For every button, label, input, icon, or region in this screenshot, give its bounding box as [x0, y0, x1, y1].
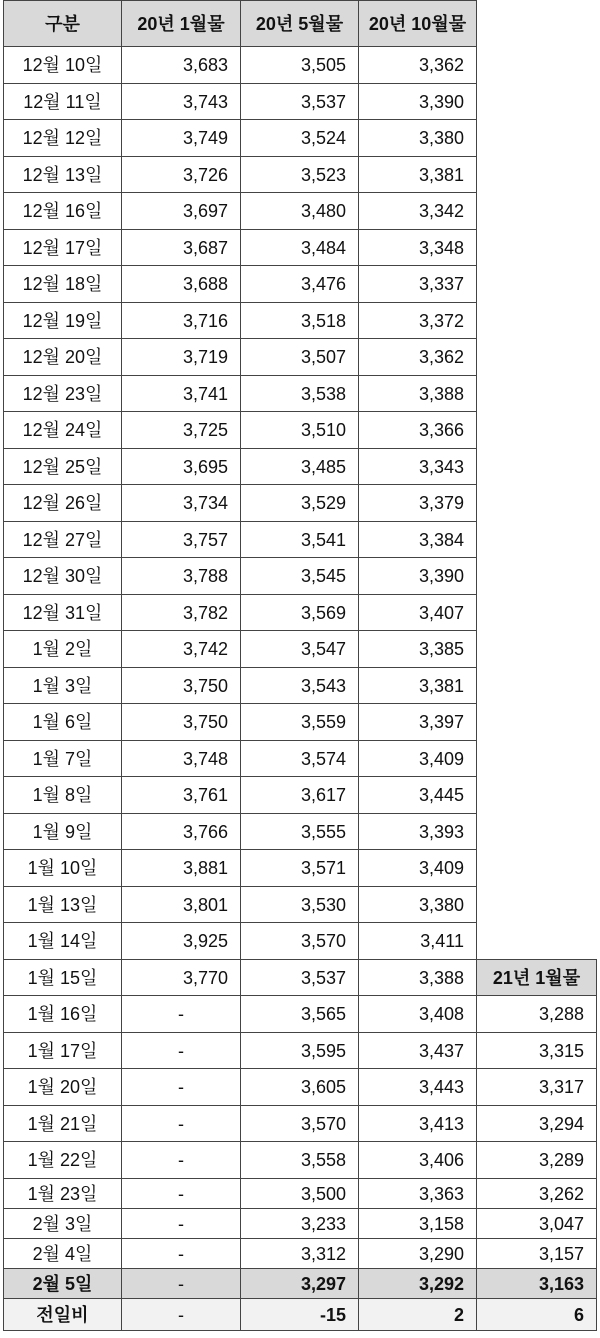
value-cell: 3,317	[476, 1068, 597, 1106]
row-label: 12월 30일	[3, 557, 122, 595]
value-cell: 3,697	[121, 192, 241, 230]
row-label: 12월 26일	[3, 484, 122, 522]
row-label: 1월 3일	[3, 667, 122, 704]
value-cell: 3,788	[121, 557, 241, 595]
value-cell: 3,485	[240, 448, 359, 485]
row-label: 1월 8일	[3, 776, 122, 814]
value-cell: 3,524	[240, 119, 359, 157]
row-label: 1월 21일	[3, 1105, 122, 1142]
value-cell: 2	[358, 1298, 477, 1331]
value-cell: 3,437	[358, 1032, 477, 1069]
value-cell: 3,725	[121, 411, 241, 449]
value-cell: -	[121, 1032, 241, 1069]
value-cell: 3,801	[121, 886, 241, 923]
value-cell: 3,558	[240, 1141, 359, 1179]
value-cell: -	[121, 1208, 241, 1239]
row-label: 1월 22일	[3, 1141, 122, 1179]
value-cell: 3,750	[121, 667, 241, 704]
value-cell: 3,742	[121, 630, 241, 668]
row-label: 12월 24일	[3, 411, 122, 449]
row-label: 12월 25일	[3, 448, 122, 485]
header-cell: 20년 10월물	[358, 0, 477, 47]
value-cell: 3,687	[121, 229, 241, 266]
value-cell: 3,570	[240, 1105, 359, 1142]
value-cell: 6	[476, 1298, 597, 1331]
value-cell: 3,523	[240, 156, 359, 193]
row-label: 12월 23일	[3, 375, 122, 412]
value-cell: 3,484	[240, 229, 359, 266]
value-cell: 3,157	[476, 1238, 597, 1269]
value-cell: 3,384	[358, 521, 477, 558]
value-cell: 3,411	[358, 922, 477, 960]
value-cell: 3,290	[358, 1238, 477, 1269]
value-cell: 3,569	[240, 594, 359, 631]
value-cell: -	[121, 1178, 241, 1209]
value-cell: 3,363	[358, 1178, 477, 1209]
value-cell: 3,163	[476, 1268, 597, 1299]
value-cell: 3,726	[121, 156, 241, 193]
value-cell: 3,385	[358, 630, 477, 668]
row-label: 12월 11일	[3, 83, 122, 120]
value-cell: 3,362	[358, 338, 477, 376]
row-label: 1월 6일	[3, 703, 122, 741]
value-cell: 3,413	[358, 1105, 477, 1142]
value-cell: 3,480	[240, 192, 359, 230]
value-cell: 3,292	[358, 1268, 477, 1299]
value-cell: 3,750	[121, 703, 241, 741]
value-cell: 3,529	[240, 484, 359, 522]
value-cell: 3,518	[240, 302, 359, 339]
value-cell: 3,409	[358, 849, 477, 887]
value-cell: 3,766	[121, 813, 241, 850]
header-cell: 구분	[3, 0, 122, 47]
row-label: 12월 10일	[3, 46, 122, 84]
value-cell: 3,315	[476, 1032, 597, 1069]
value-cell: 3,445	[358, 776, 477, 814]
value-cell: 3,388	[358, 959, 477, 996]
value-cell: 3,343	[358, 448, 477, 485]
value-cell: 3,390	[358, 83, 477, 120]
value-cell: 3,683	[121, 46, 241, 84]
value-cell: 3,617	[240, 776, 359, 814]
value-cell: 3,574	[240, 740, 359, 777]
value-cell: -	[121, 995, 241, 1033]
header-cell: 20년 1월물	[121, 0, 241, 47]
row-label: 1월 13일	[3, 886, 122, 923]
value-cell: 3,289	[476, 1141, 597, 1179]
row-label: 1월 2일	[3, 630, 122, 668]
value-cell: 3,233	[240, 1208, 359, 1239]
row-label: 1월 23일	[3, 1178, 122, 1209]
value-cell: -	[121, 1105, 241, 1142]
value-cell: 3,348	[358, 229, 477, 266]
value-cell: 3,505	[240, 46, 359, 84]
row-label: 2월 4일	[3, 1238, 122, 1269]
value-cell: 3,380	[358, 886, 477, 923]
value-cell: 3,925	[121, 922, 241, 960]
value-cell: 3,409	[358, 740, 477, 777]
row-label: 1월 20일	[3, 1068, 122, 1106]
value-cell: 3,749	[121, 119, 241, 157]
value-cell: 3,734	[121, 484, 241, 522]
value-cell: 3,379	[358, 484, 477, 522]
value-cell: 3,543	[240, 667, 359, 704]
row-label: 1월 10일	[3, 849, 122, 887]
value-cell: 3,372	[358, 302, 477, 339]
value-cell: 3,342	[358, 192, 477, 230]
value-cell: 3,047	[476, 1208, 597, 1239]
value-cell: 3,743	[121, 83, 241, 120]
value-cell: 3,537	[240, 959, 359, 996]
row-label: 1월 16일	[3, 995, 122, 1033]
row-label: 12월 12일	[3, 119, 122, 157]
row-label: 2월 5일	[3, 1268, 122, 1299]
value-cell: 3,408	[358, 995, 477, 1033]
value-cell: -15	[240, 1298, 359, 1331]
value-cell: 3,538	[240, 375, 359, 412]
value-cell: 3,571	[240, 849, 359, 887]
value-cell: 3,288	[476, 995, 597, 1033]
value-cell: 3,380	[358, 119, 477, 157]
value-cell: 3,748	[121, 740, 241, 777]
value-cell: 3,559	[240, 703, 359, 741]
value-cell: 3,741	[121, 375, 241, 412]
value-cell: 3,406	[358, 1141, 477, 1179]
value-cell: 3,500	[240, 1178, 359, 1209]
value-cell: 3,570	[240, 922, 359, 960]
value-cell: 3,716	[121, 302, 241, 339]
value-cell: 3,297	[240, 1268, 359, 1299]
value-cell: 3,312	[240, 1238, 359, 1269]
row-label: 1월 7일	[3, 740, 122, 777]
value-cell: 3,770	[121, 959, 241, 996]
value-cell: 3,688	[121, 265, 241, 303]
value-cell: 3,362	[358, 46, 477, 84]
row-label: 1월 15일	[3, 959, 122, 996]
value-cell: 3,381	[358, 667, 477, 704]
value-cell: -	[121, 1268, 241, 1299]
value-cell: 3,605	[240, 1068, 359, 1106]
value-cell: -	[121, 1068, 241, 1106]
value-cell: 3,381	[358, 156, 477, 193]
header-cell: 21년 1월물	[476, 959, 597, 996]
value-cell: 3,761	[121, 776, 241, 814]
value-cell: 3,443	[358, 1068, 477, 1106]
value-cell: 3,541	[240, 521, 359, 558]
row-label: 2월 3일	[3, 1208, 122, 1239]
row-label: 12월 19일	[3, 302, 122, 339]
row-label: 12월 17일	[3, 229, 122, 266]
value-cell: 3,476	[240, 265, 359, 303]
value-cell: 3,565	[240, 995, 359, 1033]
value-cell: 3,510	[240, 411, 359, 449]
value-cell: -	[121, 1298, 241, 1331]
value-cell: 3,158	[358, 1208, 477, 1239]
value-cell: 3,337	[358, 265, 477, 303]
value-cell: 3,262	[476, 1178, 597, 1209]
row-label: 1월 9일	[3, 813, 122, 850]
row-label: 12월 18일	[3, 265, 122, 303]
value-cell: 3,397	[358, 703, 477, 741]
row-label: 12월 31일	[3, 594, 122, 631]
row-label: 12월 16일	[3, 192, 122, 230]
row-label: 1월 17일	[3, 1032, 122, 1069]
value-cell: 3,881	[121, 849, 241, 887]
value-cell: 3,757	[121, 521, 241, 558]
value-cell: 3,595	[240, 1032, 359, 1069]
value-cell: -	[121, 1238, 241, 1269]
value-cell: 3,547	[240, 630, 359, 668]
row-label: 12월 20일	[3, 338, 122, 376]
value-cell: 3,388	[358, 375, 477, 412]
row-label: 전일비	[3, 1298, 122, 1331]
value-cell: 3,719	[121, 338, 241, 376]
value-cell: 3,507	[240, 338, 359, 376]
value-cell: 3,530	[240, 886, 359, 923]
value-cell: 3,393	[358, 813, 477, 850]
row-label: 1월 14일	[3, 922, 122, 960]
value-cell: 3,407	[358, 594, 477, 631]
row-label: 12월 27일	[3, 521, 122, 558]
value-cell: 3,782	[121, 594, 241, 631]
value-cell: -	[121, 1141, 241, 1179]
value-cell: 3,537	[240, 83, 359, 120]
value-cell: 3,366	[358, 411, 477, 449]
value-cell: 3,695	[121, 448, 241, 485]
value-cell: 3,555	[240, 813, 359, 850]
value-cell: 3,294	[476, 1105, 597, 1142]
header-cell: 20년 5월물	[240, 0, 359, 47]
row-label: 12월 13일	[3, 156, 122, 193]
value-cell: 3,390	[358, 557, 477, 595]
value-cell: 3,545	[240, 557, 359, 595]
